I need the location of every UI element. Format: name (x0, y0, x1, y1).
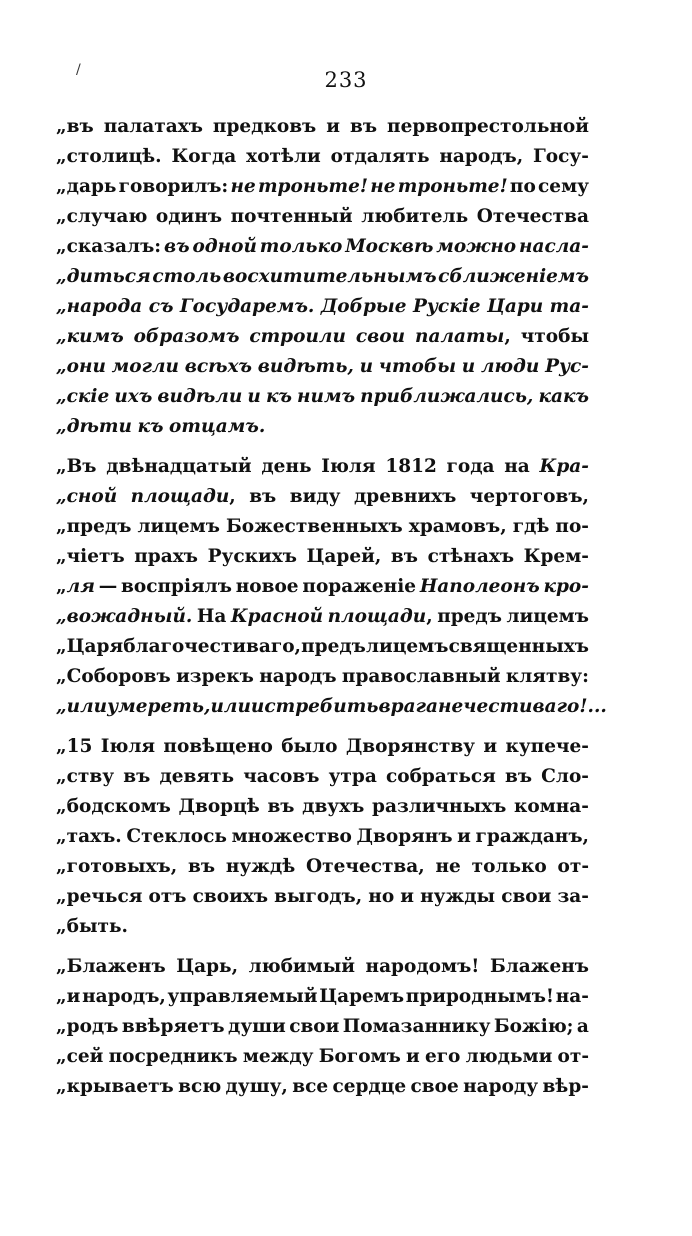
word: 1812 (385, 456, 437, 477)
word: а (576, 1016, 589, 1037)
word: повѣщено (163, 736, 273, 757)
word: сему (538, 176, 589, 197)
word: природнымъ! (405, 986, 555, 1007)
text-line (56, 542, 589, 572)
text-line (56, 452, 589, 482)
word: Отечества, (306, 856, 425, 877)
text-line (56, 882, 589, 912)
word: Божію; (493, 1016, 574, 1037)
text-line (56, 232, 589, 262)
word: Крем- (523, 546, 589, 567)
word: его (424, 1046, 461, 1067)
word: любимый (248, 956, 355, 977)
word: Рус- (545, 356, 589, 377)
word: между (242, 1046, 314, 1067)
word: „дарь (56, 176, 117, 197)
text-line (56, 762, 589, 792)
word: благочестиваго, (123, 636, 301, 657)
text-line (56, 202, 589, 232)
word: „народа (56, 296, 143, 317)
word: множество (231, 826, 352, 847)
word: или (210, 696, 251, 717)
word: въ (249, 486, 277, 507)
word: лицемъ (365, 636, 449, 657)
word: — (98, 576, 118, 597)
page-number: 233 (324, 68, 368, 92)
word: стѣнахъ (427, 546, 515, 567)
word: изрекъ (176, 666, 254, 687)
word: „Блаженъ (56, 956, 166, 977)
word: троньте! (257, 176, 368, 197)
word: и (359, 356, 374, 377)
text-line (56, 602, 589, 632)
word: новое (235, 576, 299, 597)
word: „сей (56, 1046, 104, 1067)
paragraph-gap (56, 942, 589, 952)
word: различныхъ (372, 796, 507, 817)
word: та- (549, 296, 589, 317)
word: „диться (56, 266, 151, 287)
word: свои (355, 326, 406, 347)
word: по- (555, 516, 589, 537)
word: часовъ (243, 766, 320, 787)
word: на- (555, 986, 589, 1007)
text-line (56, 982, 589, 1012)
word: отцамъ. (169, 416, 266, 437)
word: Блаженъ (489, 956, 589, 977)
word: но (368, 886, 395, 907)
word: приближались, (360, 386, 534, 407)
word: „речься (56, 886, 143, 907)
word: какъ (538, 386, 589, 407)
word: собраться (385, 766, 496, 787)
word: „тахъ. (56, 826, 122, 847)
word: за- (557, 886, 589, 907)
word: всѣхъ (184, 356, 253, 377)
margin-mark: / (76, 62, 81, 78)
word: „ля (56, 576, 95, 597)
word: Отечества (476, 206, 589, 227)
word: и (483, 736, 498, 757)
body-text (56, 112, 607, 1102)
word: Москвѣ (345, 236, 434, 257)
word: всю (178, 1076, 222, 1097)
word: древнихъ (353, 486, 457, 507)
word: можно (436, 236, 517, 257)
text-line (56, 512, 589, 542)
word: посредникъ (108, 1046, 238, 1067)
word: одной (192, 236, 257, 257)
word: столь (152, 266, 222, 287)
word: ввѣряетъ (121, 1016, 225, 1037)
word: Кра- (539, 456, 589, 477)
text-line (56, 1042, 589, 1072)
text-line (56, 382, 589, 412)
text-line (56, 142, 589, 172)
word: двухъ (302, 796, 365, 817)
text-line (56, 1072, 589, 1102)
word: „сной (56, 486, 118, 507)
word: купече- (505, 736, 589, 757)
word: въ (123, 766, 151, 787)
word: отъ (148, 886, 187, 907)
word: года (446, 456, 495, 477)
word: день (261, 456, 312, 477)
text-line (56, 1012, 589, 1042)
word: Цари (486, 296, 544, 317)
word: „случаю (56, 206, 148, 227)
word: от- (557, 856, 589, 877)
word: людьми (465, 1046, 553, 1067)
word: нечестиваго!... (437, 696, 607, 717)
word: и (461, 356, 476, 377)
word: гражданъ, (475, 826, 589, 847)
word: свои (289, 1016, 340, 1037)
word: Государемъ. (179, 296, 315, 317)
word: нуждѣ (225, 856, 296, 877)
word: Рускихъ (207, 546, 297, 567)
word: площади, (130, 486, 236, 507)
word: почтенный (230, 206, 353, 227)
word: „предъ (56, 516, 132, 537)
word: не (370, 176, 396, 197)
word: Царь, (176, 956, 239, 977)
text-line (56, 732, 589, 762)
word: „кимъ (56, 326, 124, 347)
text-line (56, 172, 589, 202)
word: „родъ (56, 1016, 119, 1037)
word: пораженіе (302, 576, 416, 597)
word: Богомъ (318, 1046, 401, 1067)
text-line (56, 792, 589, 822)
word: къ (265, 386, 292, 407)
word: образомъ (133, 326, 240, 347)
word: Добрые (320, 296, 407, 317)
word: Стеклось (126, 826, 227, 847)
word: Божественныхъ (225, 516, 403, 537)
word: и (406, 1046, 420, 1067)
word: Сло- (541, 766, 589, 787)
word: хотѣли (246, 146, 321, 167)
word: предъ (301, 636, 366, 657)
word: свое (410, 1076, 459, 1097)
word: Когда (171, 146, 237, 167)
word: и (457, 826, 471, 847)
word: не (435, 856, 461, 877)
word: „они (56, 356, 106, 377)
word: Царемъ (319, 986, 405, 1007)
word: народъ, (82, 986, 166, 1007)
word: и (326, 116, 340, 137)
word: и (247, 386, 261, 407)
word: ихъ (114, 386, 153, 407)
word: выгодъ, (274, 886, 363, 907)
word: и (400, 886, 415, 907)
word: только (471, 856, 547, 877)
word: въ (187, 856, 216, 877)
word: Іюля (100, 736, 156, 757)
word: Наполеонъ (419, 576, 540, 597)
word: православный (341, 666, 501, 687)
word: въ (504, 766, 533, 787)
word: одинъ (155, 206, 223, 227)
text-line (56, 952, 589, 982)
word: Дворянству (345, 736, 476, 757)
word: храмовъ, (408, 516, 507, 537)
word: народъ (259, 666, 337, 687)
word: палаты, (415, 326, 511, 347)
word: „Царя (56, 636, 124, 657)
word: видѣли (157, 386, 243, 407)
word: кро- (543, 576, 589, 597)
word: девять (159, 766, 235, 787)
word: чтобы (520, 326, 589, 347)
word: умереть, (107, 696, 211, 717)
word: „въ (56, 116, 94, 137)
word: Дворянъ (356, 826, 453, 847)
word: могли (111, 356, 179, 377)
word: въ (349, 116, 378, 137)
text-line (56, 262, 589, 292)
word: народу (463, 1076, 539, 1097)
text-line (56, 322, 589, 352)
text-line (56, 692, 607, 722)
word: истребить (250, 696, 379, 717)
word: „быть. (56, 916, 128, 937)
word: Рускіе (412, 296, 481, 317)
word: управляемый (167, 986, 318, 1007)
word: въ (390, 546, 418, 567)
text-line (56, 912, 589, 942)
word: не (230, 176, 256, 197)
word: „столицѣ. (56, 146, 162, 167)
word: „скіе (56, 386, 110, 407)
word: „крываетъ (56, 1076, 174, 1097)
word: строили (249, 326, 346, 347)
word: на (504, 456, 530, 477)
paragraph-gap (56, 442, 589, 452)
word: первопрестольной (387, 116, 589, 137)
text-line (56, 822, 589, 852)
word: лицемъ (506, 606, 589, 627)
word: все (292, 1076, 329, 1097)
word: свои (501, 886, 552, 907)
text-line (56, 632, 589, 662)
word: народомъ! (365, 956, 480, 977)
word: „дѣти (56, 416, 132, 437)
word: отдалять (330, 146, 430, 167)
word: „бодскомъ (56, 796, 171, 817)
word: „вожадный. (56, 606, 193, 627)
word: „чіетъ (56, 546, 125, 567)
word: по (509, 176, 536, 197)
word: любитель (361, 206, 469, 227)
text-line (56, 482, 589, 512)
text-line (56, 352, 589, 382)
word: прахъ (134, 546, 198, 567)
word: въ (163, 236, 190, 257)
word: палатахъ (103, 116, 203, 137)
word: „сказалъ: (56, 236, 162, 257)
word: „и (56, 986, 81, 1007)
paragraph-gap (56, 722, 589, 732)
text-line (56, 412, 589, 442)
word: гдѣ (512, 516, 550, 537)
word: виду (289, 486, 341, 507)
word: нужды (420, 886, 496, 907)
word: „готовыхъ, (56, 856, 178, 877)
word: священныхъ (448, 636, 589, 657)
word: троньте! (397, 176, 508, 197)
word: своихъ (192, 886, 269, 907)
word: въ (267, 796, 295, 817)
word: „Соборовъ (56, 666, 171, 687)
word: сближеніемъ (438, 266, 589, 287)
word: люди (480, 356, 540, 377)
word: врага (378, 696, 438, 717)
text-line (56, 572, 589, 602)
word: Помазаннику (342, 1016, 491, 1037)
word: предковъ (212, 116, 317, 137)
word: насла- (519, 236, 589, 257)
word: Красной (230, 606, 324, 627)
text-line (56, 662, 589, 692)
word: народъ, (439, 146, 524, 167)
word: только (259, 236, 343, 257)
word: площади, (327, 606, 433, 627)
word: утра (328, 766, 377, 787)
word: двѣнадцатый (106, 456, 252, 477)
word: Госу- (533, 146, 589, 167)
word: душу, (225, 1076, 288, 1097)
word: лицемъ (137, 516, 220, 537)
text-line (56, 852, 589, 882)
word: Іюля (321, 456, 376, 477)
word: „ству (56, 766, 115, 787)
word: сердце (332, 1076, 407, 1097)
word: от- (557, 1046, 589, 1067)
word: было (281, 736, 338, 757)
word: души (228, 1016, 286, 1037)
word: нимъ (297, 386, 356, 407)
word: чертоговъ, (469, 486, 589, 507)
word: „или (56, 696, 108, 717)
word: комна- (514, 796, 589, 817)
word: говорилъ: (118, 176, 229, 197)
word: къ (137, 416, 164, 437)
word: съ (148, 296, 174, 317)
word: видѣть, (257, 356, 354, 377)
word: Дворцѣ (178, 796, 260, 817)
text-line (56, 112, 589, 142)
word: воспріялъ (121, 576, 232, 597)
word: вѣр- (542, 1076, 589, 1097)
text-line (56, 292, 589, 322)
word: клятву: (505, 666, 589, 687)
word: „15 (56, 736, 93, 757)
word: На (196, 606, 227, 627)
word: восхитительнымъ (222, 266, 437, 287)
word: „Въ (56, 456, 97, 477)
word: предъ (437, 606, 502, 627)
word: Царей, (306, 546, 382, 567)
word: чтобы (378, 356, 457, 377)
